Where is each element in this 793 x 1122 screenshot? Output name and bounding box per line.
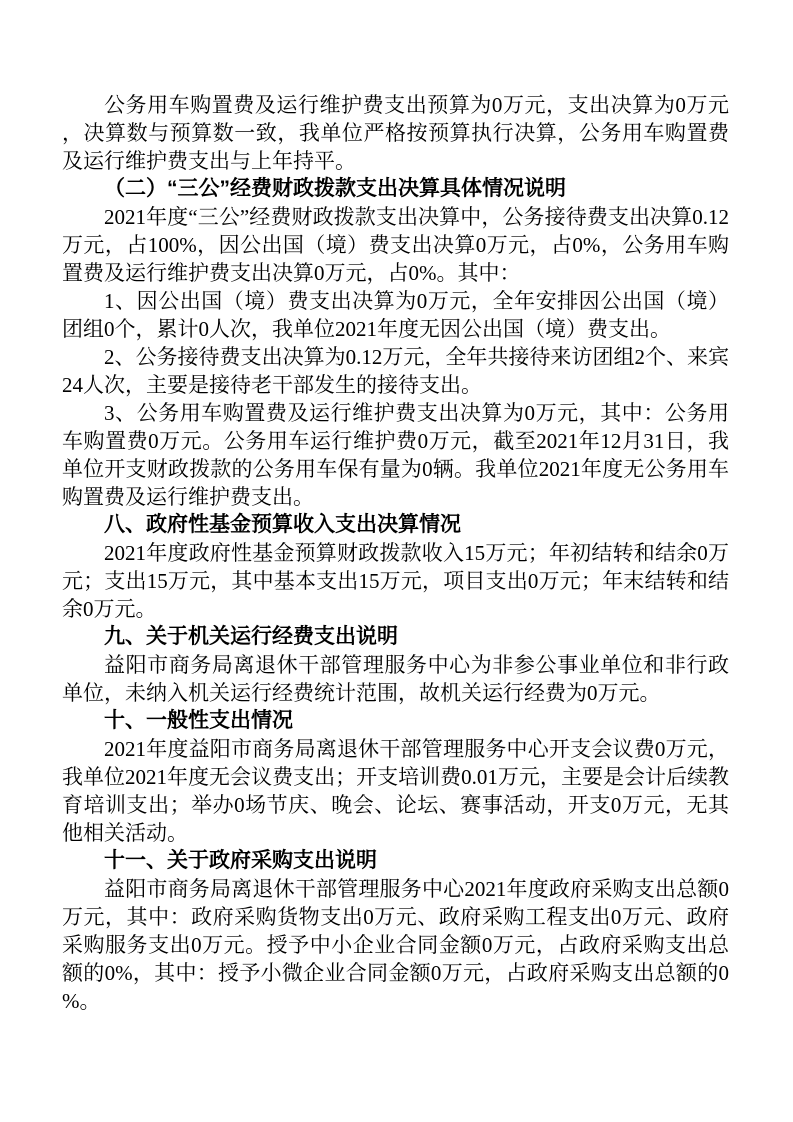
paragraph-government-fund-budget: 2021年度政府性基金预算财政拨款收入15万元；年初结转和结余0万元；支出15万元，其中基本支出15万元，项目支出0万元；年末结转和结余0万元。 xyxy=(62,541,729,621)
paragraph-three-public-funds-summary: 2021年度“三公”经费财政拨款支出决算中，公务接待费支出决算0.12万元，占100%，因公出国（境）费支出决算0万元，占0%，公务用车购置费及运行维护费支出决算0万元，占0%。其中： xyxy=(62,205,729,285)
section-heading-government-procurement: 十一、关于政府采购支出说明 xyxy=(104,849,377,872)
paragraph-item-2-official-reception: 2、公务接待费支出决算为0.12万元，全年共接待来访团组2个、来宾24人次，主要是接待老干部发生的接待支出。 xyxy=(62,345,729,397)
paragraph-general-expenditure: 2021年度益阳市商务局离退休干部管理服务中心开支会议费0万元，我单位2021年度无会议费支出；开支培训费0.01万元，主要是会计后续教育培训支出；举办0场节庆、晚会、论坛、赛事活动，开支0万元，无其他相关活动。 xyxy=(62,737,729,845)
paragraph-item-1-overseas-trips: 1、因公出国（境）费支出决算为0万元，全年安排因公出国（境）团组0个，累计0人次，我单位2021年度无因公出国（境）费支出。 xyxy=(62,289,729,341)
paragraph-vehicle-budget: 公务用车购置费及运行维护费支出预算为0万元，支出决算为0万元，决算数与预算数一致，我单位严格按预算执行决算，公务用车购置费及运行维护费支出与上年持平。 xyxy=(62,93,729,173)
paragraph-agency-operating-expenses: 益阳市商务局离退休干部管理服务中心为非参公事业单位和非行政单位，未纳入机关运行经费统计范围，故机关运行经费为0万元。 xyxy=(62,653,729,705)
section-heading-general-expenditure: 十、一般性支出情况 xyxy=(104,709,293,732)
section-heading-agency-operating-expenses: 九、关于机关运行经费支出说明 xyxy=(104,625,398,648)
document-body xyxy=(62,91,729,1015)
section-heading-government-fund-budget: 八、政府性基金预算收入支出决算情况 xyxy=(104,513,461,536)
section-heading-three-public-funds-detail: （二）“三公”经费财政拨款支出决算具体情况说明 xyxy=(104,177,566,200)
paragraph-government-procurement: 益阳市商务局离退休干部管理服务中心2021年度政府采购支出总额0万元，其中：政府采购货物支出0万元、政府采购工程支出0万元、政府采购服务支出0万元。授予中小企业合同金额0万元，占政府采购支出总额的0%，其中：授予小微企业合同金额0万元，占政府采购支出总额的0%。 xyxy=(62,877,729,1013)
paragraph-item-3-official-vehicles: 3、公务用车购置费及运行维护费支出决算为0万元，其中：公务用车购置费0万元。公务用车运行维护费0万元，截至2021年12月31日，我单位开支财政拨款的公务用车保有量为0辆。我单位2021年度无公务用车购置费及运行维护费支出。 xyxy=(62,401,729,509)
